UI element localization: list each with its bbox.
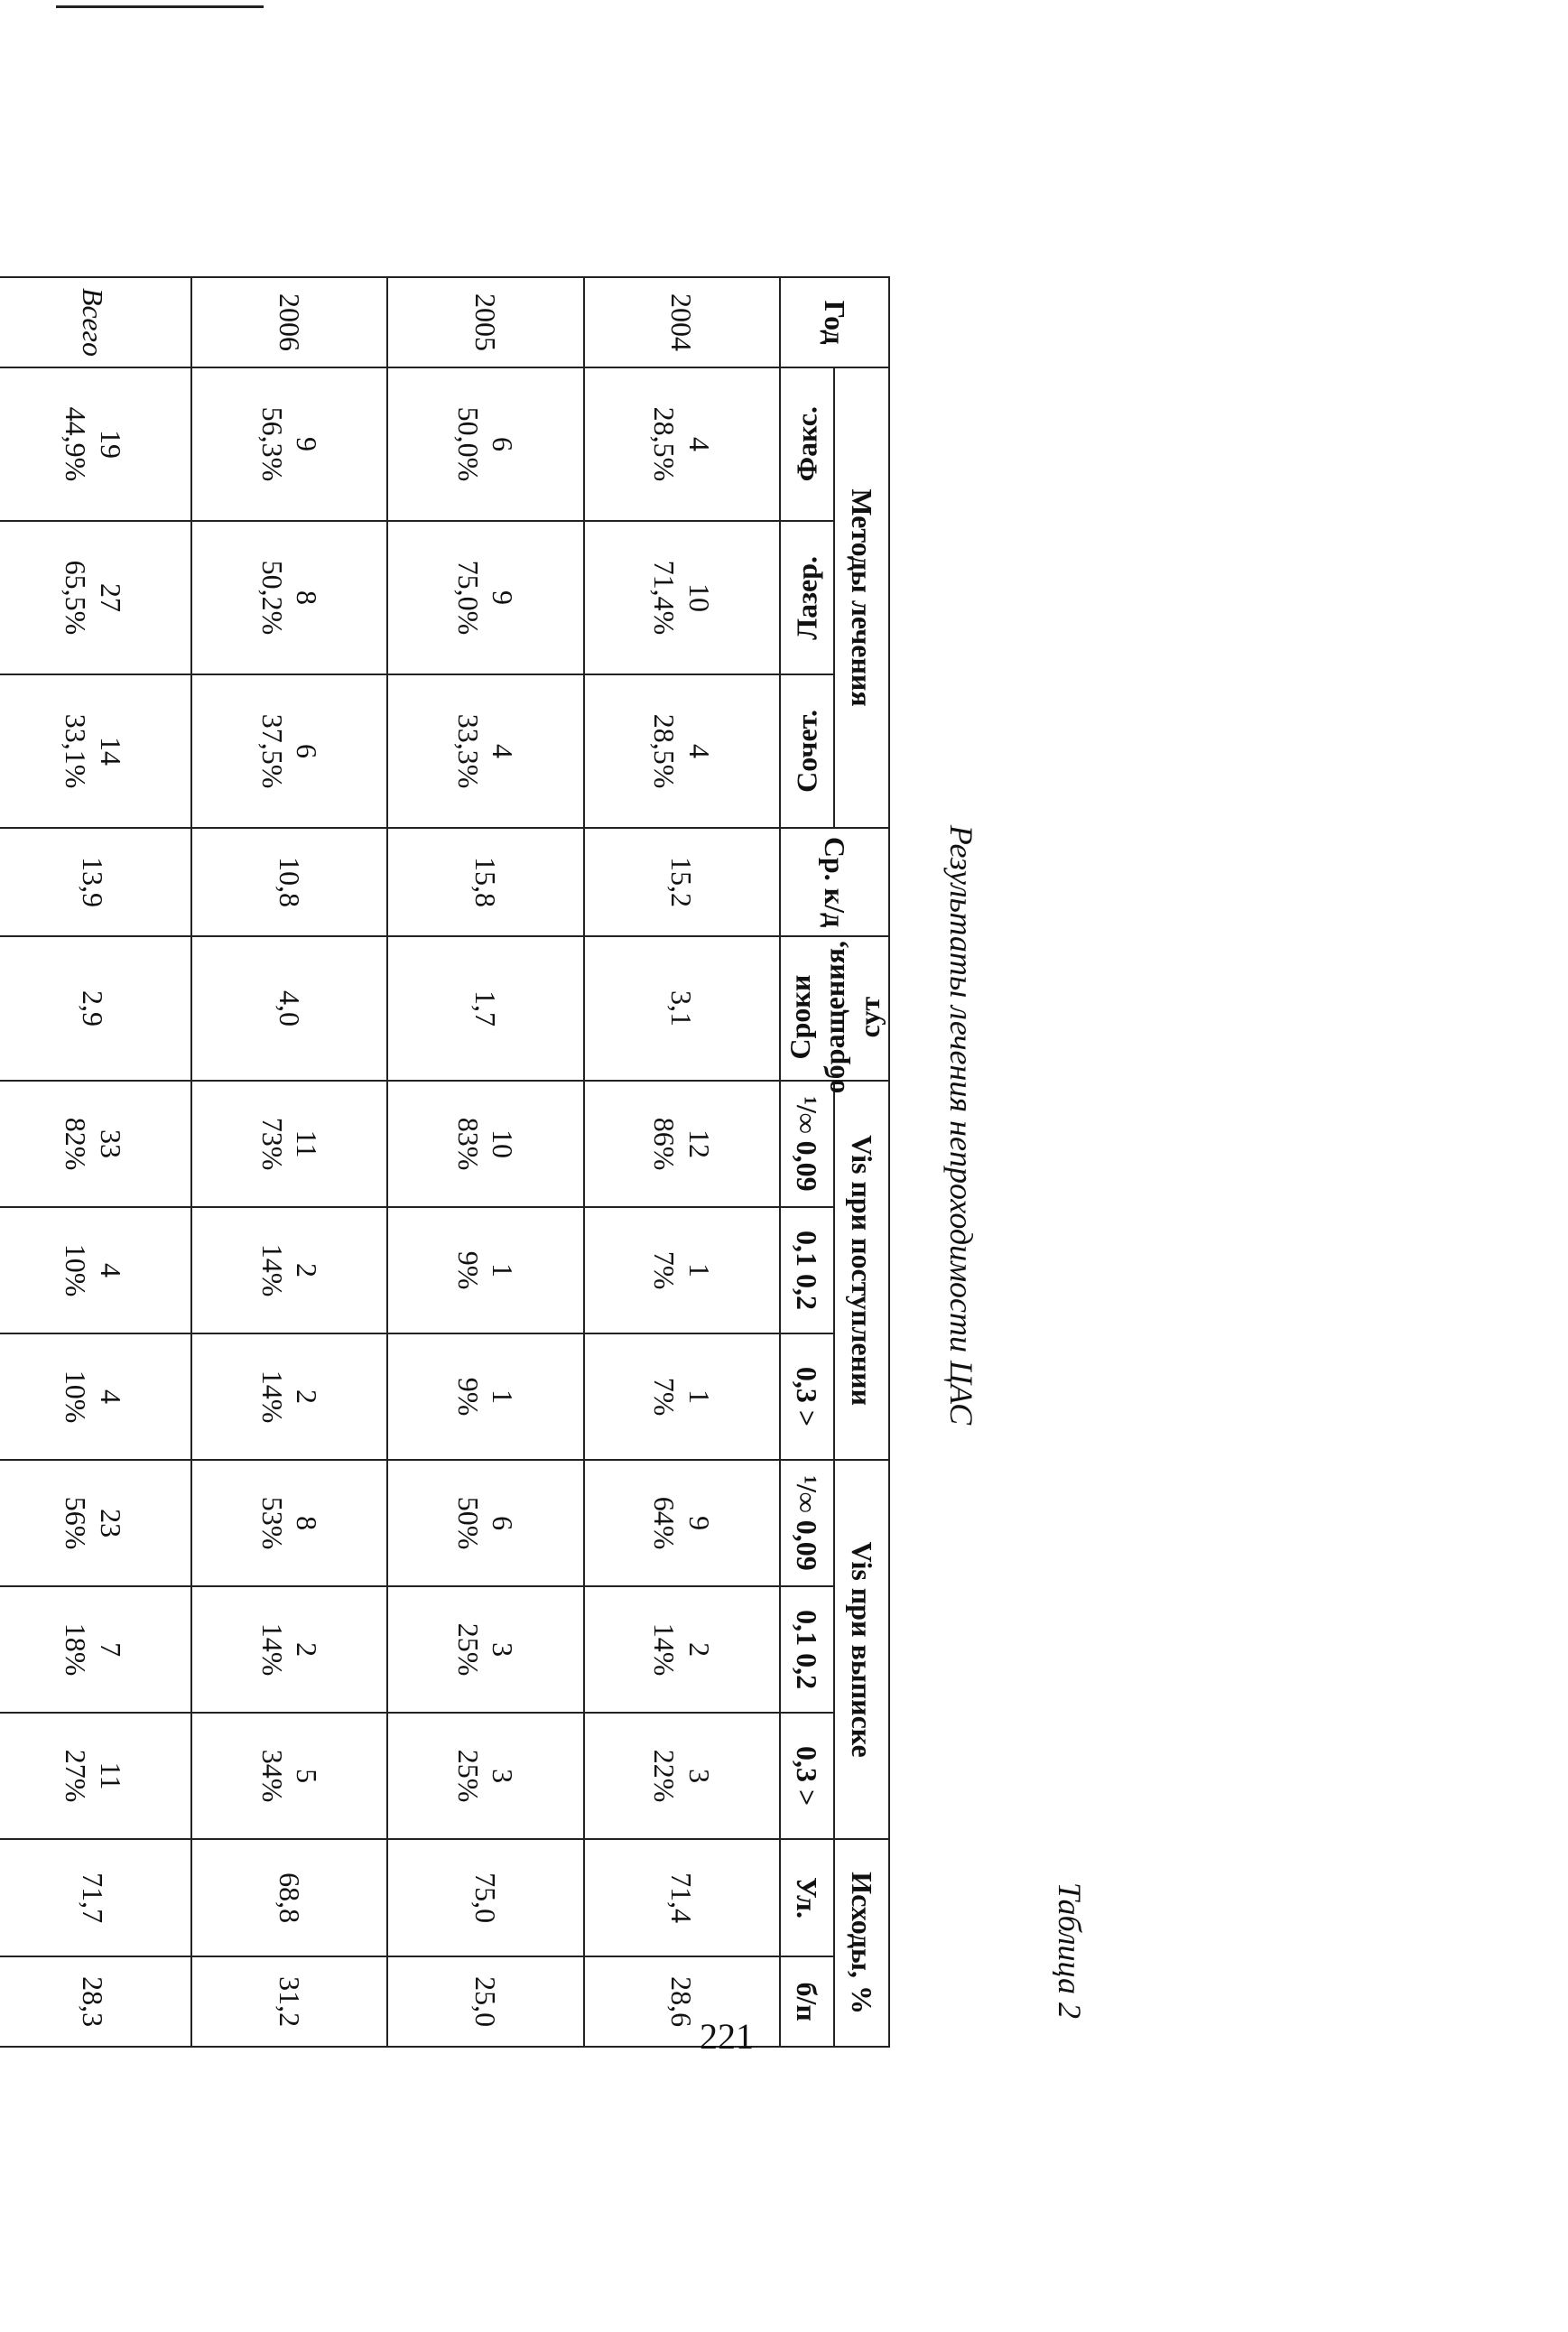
header-vis-in-mid: 0,1 0,2 [780,1207,835,1333]
cell-percent: 50,2% [255,560,289,636]
header-method-combined-text: Сочет. [790,710,823,793]
avg-kd-cell: 13,9 [0,828,191,936]
cell-count: 2 [290,1642,323,1658]
vis-out-low-cell [584,1460,780,1586]
cell-count: 27 [94,583,127,612]
header-method-laser-text: Лазер. [790,555,823,640]
cell-percent: 18% [60,1622,93,1677]
vis-out-mid-cell [0,1586,191,1713]
cell-percent: 25% [451,1622,485,1677]
cell-count: 10 [682,583,716,612]
page-number: 221 [700,2016,754,2057]
table-row-total [0,277,191,2047]
header-outcomes: Исходы, % [834,1839,889,2047]
header-vis-discharge: Vis при выписке [834,1460,889,1839]
cell-percent: 64% [648,1496,682,1550]
vis-in-low-cell [584,1081,780,1207]
header-method-phaco-text: Факс. [790,406,823,482]
cell-percent: 9% [451,1250,485,1290]
header-vis-out-low: ¹/∞ 0,09 [780,1460,835,1586]
outcome-unchanged-cell: 31,2 [191,1956,387,2047]
header-avg-kd: Ср. к/д [780,828,889,936]
cell-percent: 71,4% [648,560,682,636]
cell-count: 8 [290,1516,323,1531]
vis-in-high-cell [0,1333,191,1460]
outcome-unchanged-cell: 25,0 [387,1956,583,2047]
vis-out-mid-cell [191,1586,387,1713]
cell-percent: 37,5% [255,713,289,789]
vis-in-mid-cell [584,1207,780,1333]
rotated-table-block [0,231,1089,2028]
vis-in-low-cell [0,1081,191,1207]
method-combined-cell [584,674,780,828]
cell-percent: 14% [255,1243,289,1297]
cell-count: 12 [682,1129,716,1159]
cell-percent: 83% [451,1117,485,1171]
cell-percent: 28,5% [648,713,682,789]
cell-count: 4 [94,1389,127,1405]
vis-out-high-cell [191,1713,387,1839]
cell-count: 11 [290,1129,323,1158]
cell-count: 1 [487,1389,520,1405]
cell-percent: 56,3% [255,406,289,482]
cell-percent: 25% [451,1749,485,1803]
header-vis-out-high: 0,3 > [780,1713,835,1839]
cell-count: 7 [94,1642,127,1658]
header-outcome-unchanged: б/п [780,1956,835,2047]
header-outcome-improved: Ул. [780,1839,835,1956]
term-cell: 2,9 [0,936,191,1081]
vis-out-low-cell [191,1460,387,1586]
method-phaco-cell [0,367,191,521]
method-phaco-cell [584,367,780,521]
cell-percent: 22% [648,1749,682,1803]
header-vis-in-low: ¹/∞ 0,09 [780,1081,835,1207]
header-vis-admission: Vis при поступлении [834,1081,889,1460]
header-method-combined [780,674,835,828]
outcome-improved-cell: 75,0 [387,1839,583,1956]
cell-percent: 9% [451,1377,485,1417]
cell-count: 2 [290,1389,323,1405]
avg-kd-cell: 15,8 [387,828,583,936]
method-laser-cell [387,521,583,674]
vis-out-high-cell [0,1713,191,1839]
header-method-phaco [780,367,835,521]
outcome-unchanged-cell: 28,3 [0,1956,191,2047]
method-combined-cell [191,674,387,828]
cell-percent: 14% [255,1622,289,1677]
cell-percent: 28,5% [648,406,682,482]
cell-percent: 10% [60,1243,93,1297]
header-method-laser [780,521,835,674]
method-phaco-cell [387,367,583,521]
cell-percent: 86% [648,1117,682,1171]
header-term-text: Сроки обращения, сут [783,941,886,1094]
header-vis-out-mid: 0,1 0,2 [780,1586,835,1713]
top-rule [56,5,264,8]
term-cell: 4,0 [191,936,387,1081]
method-laser-cell [191,521,387,674]
year-cell: 2004 [584,277,780,367]
cell-count: 5 [290,1769,323,1784]
table-row [387,277,583,2047]
vis-out-mid-cell [387,1586,583,1713]
cell-percent: 27% [60,1749,93,1803]
cell-count: 8 [290,590,323,605]
cell-count: 10 [487,1129,520,1159]
cell-count: 6 [290,744,323,759]
cell-count: 9 [290,437,323,451]
vis-out-low-cell [0,1460,191,1586]
year-cell: 2005 [387,277,583,367]
cell-percent: 73% [255,1117,289,1171]
cell-percent: 56% [60,1496,93,1550]
method-phaco-cell [191,367,387,521]
vis-in-low-cell [191,1081,387,1207]
year-cell: Всего [0,277,191,367]
term-cell: 3,1 [584,936,780,1081]
cell-percent: 14% [255,1370,289,1424]
table-body [0,277,780,2047]
method-combined-cell [0,674,191,828]
vis-in-high-cell [191,1333,387,1460]
outcome-improved-cell: 71,4 [584,1839,780,1956]
cell-percent: 14% [648,1622,682,1677]
cell-percent: 7% [648,1377,682,1417]
cell-count: 19 [94,430,127,459]
vis-in-high-cell [584,1333,780,1460]
year-cell: 2006 [191,277,387,367]
cell-count: 33 [94,1129,127,1159]
header-term [780,936,889,1094]
method-laser-cell [584,521,780,674]
cell-count: 3 [487,1769,520,1784]
cell-percent: 50,0% [451,406,485,482]
header-year: Год [780,277,889,367]
results-table [0,276,890,2048]
method-combined-cell [387,674,583,828]
vis-out-high-cell [584,1713,780,1839]
outcome-improved-cell: 71,7 [0,1839,191,1956]
vis-in-low-cell [387,1081,583,1207]
cell-percent: 50% [451,1496,485,1550]
cell-percent: 34% [255,1749,289,1803]
cell-count: 11 [94,1761,127,1790]
term-cell: 1,7 [387,936,583,1081]
avg-kd-cell: 10,8 [191,828,387,936]
cell-count: 6 [487,437,520,451]
cell-count: 4 [682,437,716,451]
cell-count: 2 [682,1642,716,1658]
cell-count: 3 [682,1769,716,1784]
header-vis-in-high: 0,3 > [780,1333,835,1460]
cell-percent: 75,0% [451,560,485,636]
cell-percent: 44,9% [60,406,93,482]
avg-kd-cell: 15,2 [584,828,780,936]
table-header [780,277,889,2047]
cell-percent: 10% [60,1370,93,1424]
vis-out-low-cell [387,1460,583,1586]
cell-count: 2 [290,1263,323,1278]
cell-count: 4 [682,744,716,759]
cell-percent: 33,3% [451,713,485,789]
outcome-unchanged-cell: 28,6 [584,1956,780,2047]
vis-in-mid-cell [387,1207,583,1333]
cell-count: 14 [94,737,127,766]
cell-count: 4 [94,1263,127,1278]
cell-count: 23 [94,1509,127,1538]
cell-percent: 82% [60,1117,93,1171]
cell-count: 4 [487,744,520,759]
method-laser-cell [0,521,191,674]
vis-out-mid-cell [584,1586,780,1713]
cell-count: 1 [487,1263,520,1278]
cell-percent: 65,5% [60,560,93,636]
cell-percent: 7% [648,1250,682,1290]
cell-count: 9 [487,590,520,605]
vis-in-high-cell [387,1333,583,1460]
table-label: Таблица 2 [1052,1881,1088,2019]
table-row [584,277,780,2047]
vis-out-high-cell [387,1713,583,1839]
table-row [191,277,387,2047]
cell-count: 6 [487,1516,520,1531]
cell-count: 3 [487,1642,520,1658]
cell-count: 9 [682,1516,716,1531]
table-title: Результаты лечения непроходимости ЦАС [943,824,979,1426]
outcome-improved-cell: 68,8 [191,1839,387,1956]
header-methods: Методы лечения [834,367,889,828]
cell-count: 1 [682,1389,716,1405]
cell-count: 1 [682,1263,716,1278]
vis-in-mid-cell [191,1207,387,1333]
cell-percent: 53% [255,1496,289,1550]
vis-in-mid-cell [0,1207,191,1333]
cell-percent: 33,1% [60,713,93,789]
